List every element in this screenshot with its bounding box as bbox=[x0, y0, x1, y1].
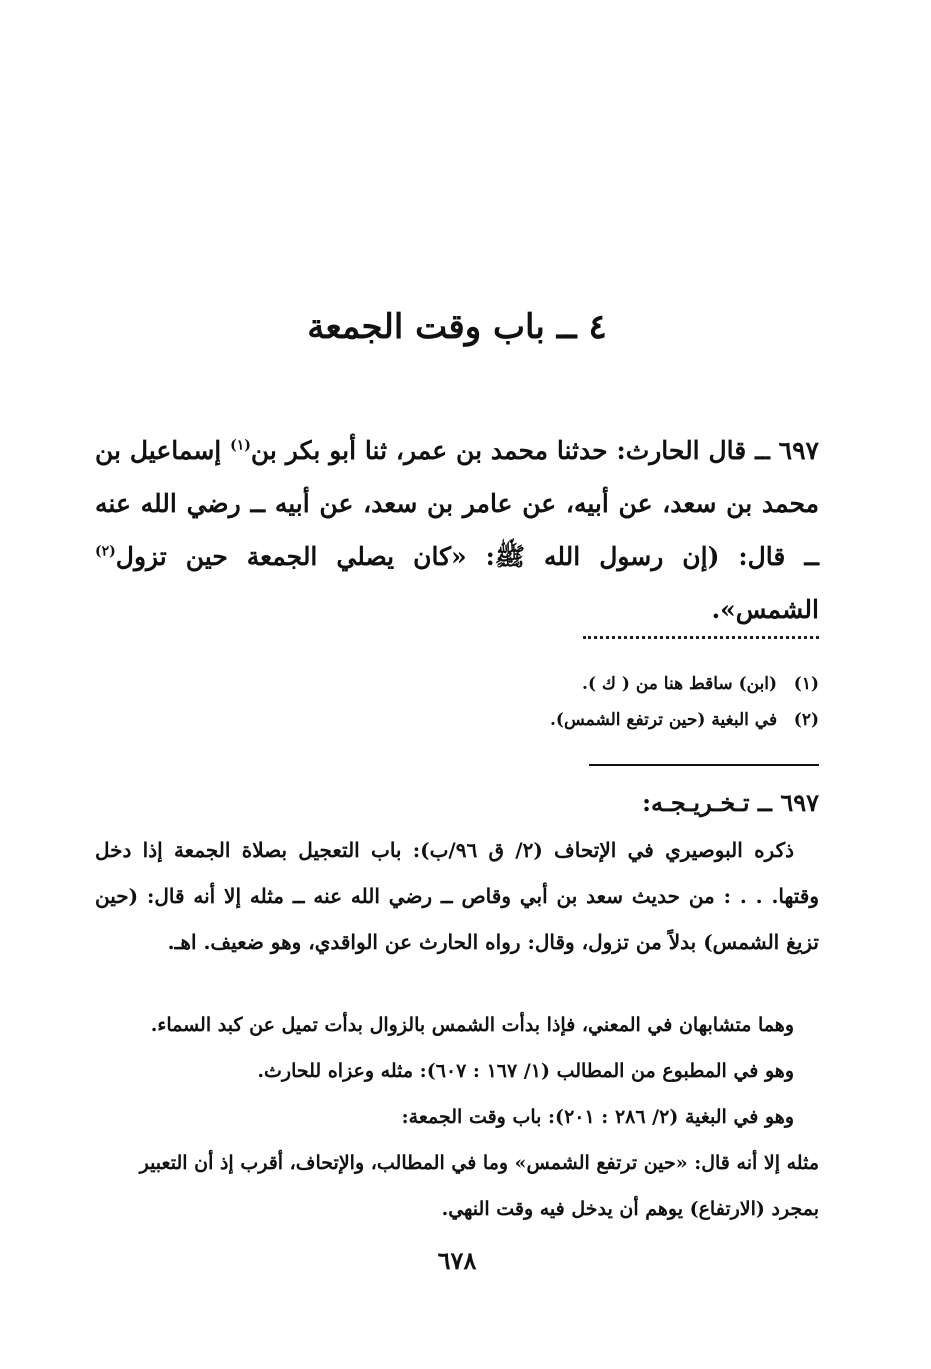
footnote-text: في البغية (حين ترتفع الشمس). bbox=[549, 710, 778, 730]
takhrij-note-2: وهو في المطبوع من المطالب (١/ ١٦٧ : ٦٠٧): مثله وعزاه للحارث. bbox=[257, 1060, 794, 1082]
footnote-ref-1: (١) bbox=[230, 437, 251, 454]
footnote-ref-2: (٢) bbox=[95, 543, 116, 560]
hadith-number: ٦٩٧ ــ bbox=[755, 436, 819, 465]
footnote-2 bbox=[95, 702, 819, 738]
takhrij-text: ذكره البوصيري في الإتحاف (٢/ ق ٩٦/ب): باب التعجيل بصلاة الجمعة إذا دخل وقتها. . . : من حديث سعد بن أبي وقاص ــ رضي الله عنه ــ مثله إلا أنه قال: (حين تزيغ الشمس) بدلاً من تزول، وقال: رواه الحارث عن الواقدي، وهو ضعيف. اهـ. bbox=[95, 838, 819, 954]
footnote-number: (٢) bbox=[793, 710, 819, 730]
hadith-text-part-2: إسماعيل بن محمد بن سعد، عن أبيه، عن عامر بن سعد، عن أبيه ــ رضي الله عنه ــ قال: (إن رسول الله ﷺ: «كان يصلي الجمعة حين تزول bbox=[95, 436, 819, 571]
hadith-text bbox=[95, 424, 819, 636]
page-number: ٦٧٨ bbox=[437, 1246, 477, 1275]
takhrij-note-4: مثله إلا أنه قال: «حين ترتفع الشمس» وما في المطالب، والإتحاف، أقرب إذ أن التعبير بمجرد (الارتفاع) يوهم أن يدخل فيه وقت النهي. bbox=[139, 1152, 819, 1220]
book-page bbox=[95, 0, 819, 1369]
takhrij-note-1: وهما متشابهان في المعني، فإذا بدأت الشمس بالزوال بدأت تميل عن كبد السماء. bbox=[150, 1014, 794, 1036]
section-divider bbox=[589, 764, 819, 766]
hadith-text-part-3: الشمس». bbox=[711, 595, 819, 624]
footnote-text: (ابن) ساقط هنا من ( ك ). bbox=[582, 674, 778, 694]
footnote-separator bbox=[583, 636, 819, 655]
takhrij-notes bbox=[95, 1002, 819, 1232]
hadith-text-part-1: قال الحارث: حدثنا محمد بن عمر، ثنا أبو بكر بن bbox=[250, 436, 747, 465]
chapter-title: ٤ ــ باب وقت الجمعة bbox=[307, 307, 607, 347]
takhrij-heading: ٦٩٧ ــ تـخـريـجـه: bbox=[642, 788, 819, 817]
footnotes bbox=[95, 666, 819, 738]
footnote-1 bbox=[95, 666, 819, 702]
takhrij-paragraph bbox=[95, 827, 819, 965]
footnote-number: (١) bbox=[793, 674, 819, 694]
takhrij-note-3: وهو في البغية (٢/ ٢٨٦ : ٢٠١): باب وقت الجمعة: bbox=[401, 1106, 794, 1128]
